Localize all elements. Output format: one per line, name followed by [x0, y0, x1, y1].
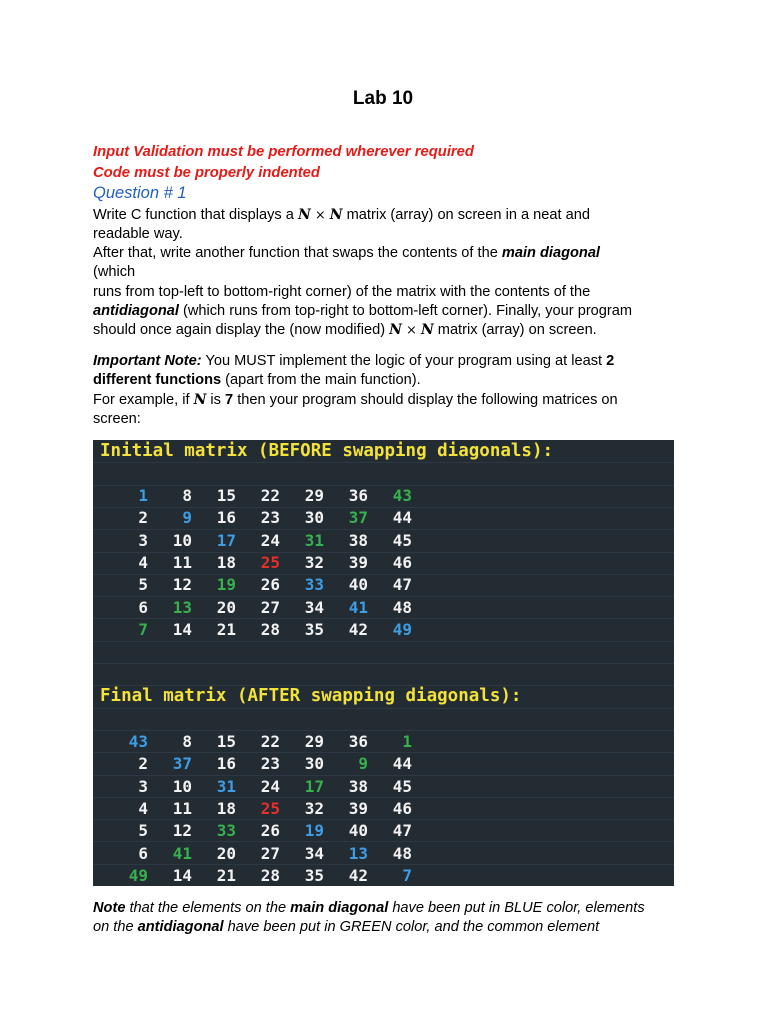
important-note-label: Important Note: [93, 353, 202, 369]
console-row-line [93, 775, 674, 797]
matrix-cell: 48 [392, 597, 412, 617]
matrix-cell: 28 [260, 619, 280, 639]
matrix-cell: 43 [392, 486, 412, 505]
matrix-cell: 31 [216, 776, 236, 796]
matrix-cell: 28 [260, 865, 280, 885]
matrix-cell: 49 [392, 619, 412, 639]
matrix-cell: 5 [138, 575, 148, 595]
matrix-cell: 22 [260, 486, 280, 505]
console-row-line [93, 507, 674, 529]
matrix-cell: 13 [348, 843, 368, 863]
matrix-cell: 46 [392, 552, 412, 572]
math-n: N [420, 322, 434, 338]
console-row-line [93, 641, 674, 663]
matrix-cell: 12 [172, 575, 192, 595]
matrix-cell: 2 [138, 754, 148, 774]
matrix-cell: 32 [304, 798, 324, 818]
matrix-cell: 11 [172, 552, 192, 572]
matrix-cell: 23 [260, 754, 280, 774]
console-row-line [93, 596, 674, 618]
matrix-cell: 13 [172, 597, 192, 617]
paragraph-line: different functions (apart from the main function). [93, 372, 421, 388]
console-output-screenshot [93, 440, 674, 886]
matrix-cell: 38 [348, 776, 368, 796]
matrix-cell: 18 [216, 552, 236, 572]
console-row-line [93, 752, 674, 774]
console-row-line [93, 685, 674, 707]
matrix-cell: 2 [138, 508, 148, 528]
paragraph-line: screen: [93, 411, 141, 427]
matrix-cell: 12 [172, 821, 192, 841]
matrix-cell: 24 [260, 530, 280, 550]
matrix-cell: 11 [172, 798, 192, 818]
matrix-cell: 32 [304, 552, 324, 572]
matrix-cell: 43 [128, 732, 148, 751]
matrix-cell: 31 [304, 530, 324, 550]
matrix-cell: 36 [348, 486, 368, 505]
console-row-line [93, 485, 674, 507]
matrix-cell: 37 [172, 754, 192, 774]
matrix-cell: 20 [216, 843, 236, 863]
paragraph-line: readable way. [93, 226, 183, 242]
final-matrix-heading: Final matrix (AFTER swapping diagonals): [100, 686, 522, 706]
paragraph-line: For example, if N is 7 then your program should display the following matrices on [93, 392, 618, 408]
matrix-cell: 37 [348, 508, 368, 528]
matrix-cell: 5 [138, 821, 148, 841]
matrix-cell: 10 [172, 776, 192, 796]
matrix-cell: 35 [304, 619, 324, 639]
matrix-cell: 10 [172, 530, 192, 550]
matrix-cell: 3 [138, 530, 148, 550]
math-n: N [329, 207, 343, 223]
matrix-cell: 29 [304, 486, 324, 505]
paragraph-line: runs from top-left to bottom-right corner) of the matrix with the contents of the [93, 284, 591, 300]
matrix-cell: 6 [138, 597, 148, 617]
matrix-cell: 25 [260, 552, 280, 572]
matrix-cell: 47 [392, 821, 412, 841]
matrix-cell: 30 [304, 754, 324, 774]
console-row-line [93, 864, 674, 886]
matrix-cell: 17 [216, 530, 236, 550]
matrix-cell: 3 [138, 776, 148, 796]
initial-matrix-heading: Initial matrix (BEFORE swapping diagonals): [100, 441, 554, 461]
paragraph-line: should once again display the (now modified) N × N matrix (array) on screen. [93, 322, 597, 338]
paragraph-line: After that, write another function that swaps the contents of the main diagonal [93, 245, 600, 261]
matrix-cell: 9 [358, 754, 368, 774]
matrix-cell: 1 [402, 732, 412, 751]
console-row-line [93, 841, 674, 863]
note-label: Note [93, 900, 126, 916]
matrix-cell: 30 [304, 508, 324, 528]
math-n: N [297, 207, 311, 223]
matrix-cell: 23 [260, 508, 280, 528]
matrix-cell: 41 [172, 843, 192, 863]
matrix-cell: 21 [216, 865, 236, 885]
matrix-cell: 21 [216, 619, 236, 639]
matrix-cell: 34 [304, 843, 324, 863]
console-row-line [93, 730, 674, 752]
matrix-cell: 39 [348, 798, 368, 818]
matrix-cell: 24 [260, 776, 280, 796]
note-line: Note that the elements on the main diagonal have been put in BLUE color, elements [93, 900, 645, 916]
matrix-cell: 17 [304, 776, 324, 796]
math-n: N [193, 392, 207, 408]
matrix-cell: 7 [138, 619, 148, 639]
console-row-line [93, 529, 674, 551]
matrix-cell: 39 [348, 552, 368, 572]
console-row-line [93, 574, 674, 596]
console-row-line [93, 708, 674, 730]
console-row-line [93, 663, 674, 685]
console-row-line [93, 462, 674, 484]
requirement-input-validation: Input Validation must be performed wherever required [93, 144, 474, 160]
matrix-cell: 19 [216, 575, 236, 595]
math-n: N [389, 322, 402, 338]
matrix-cell: 44 [392, 754, 412, 774]
matrix-cell: 29 [304, 732, 324, 751]
matrix-cell: 7 [402, 865, 412, 885]
matrix-cell: 41 [348, 597, 368, 617]
page-title: Lab 10 [352, 88, 414, 109]
matrix-cell: 26 [260, 821, 280, 841]
console-row-line [93, 819, 674, 841]
main-diagonal-term: main diagonal [501, 245, 600, 261]
matrix-cell: 4 [138, 552, 148, 572]
matrix-cell: 9 [182, 508, 192, 528]
matrix-cell: 27 [260, 597, 280, 617]
paragraph-line: antidiagonal (which runs from top-right to bottom-left corner). Finally, your program [93, 303, 633, 319]
matrix-cell: 18 [216, 798, 236, 818]
console-row-line [93, 618, 674, 640]
matrix-cell: 20 [216, 597, 236, 617]
matrix-cell: 49 [128, 865, 148, 885]
matrix-cell: 33 [216, 821, 236, 841]
matrix-cell: 45 [392, 530, 412, 550]
matrix-cell: 33 [304, 575, 324, 595]
matrix-cell: 16 [216, 754, 236, 774]
paragraph-line: Write C function that displays a N × N matrix (array) on screen in a neat and [93, 207, 590, 223]
matrix-cell: 15 [216, 732, 236, 751]
matrix-cell: 19 [304, 821, 324, 841]
matrix-cell: 44 [392, 508, 412, 528]
note-line: on the antidiagonal have been put in GREEN color, and the common element [93, 919, 600, 935]
question-heading: Question # 1 [93, 184, 187, 202]
paragraph-line: (which [93, 264, 136, 280]
console-row-line [93, 797, 674, 819]
matrix-cell: 40 [348, 821, 368, 841]
matrix-cell: 27 [260, 843, 280, 863]
matrix-cell: 48 [392, 843, 412, 863]
paragraph-line: Important Note: You MUST implement the logic of your program using at least 2 [93, 353, 615, 369]
matrix-cell: 34 [304, 597, 324, 617]
console-row-line [93, 552, 674, 574]
matrix-cell: 14 [172, 619, 192, 639]
matrix-cell: 14 [172, 865, 192, 885]
matrix-cell: 38 [348, 530, 368, 550]
matrix-cell: 8 [182, 486, 192, 505]
matrix-cell: 22 [260, 732, 280, 751]
matrix-cell: 4 [138, 798, 148, 818]
matrix-cell: 45 [392, 776, 412, 796]
matrix-cell: 42 [348, 865, 368, 885]
matrix-cell: 16 [216, 508, 236, 528]
matrix-cell: 35 [304, 865, 324, 885]
requirement-indentation: Code must be properly indented [93, 165, 320, 181]
matrix-cell: 47 [392, 575, 412, 595]
matrix-cell: 8 [182, 732, 192, 751]
matrix-cell: 46 [392, 798, 412, 818]
antidiagonal-term: antidiagonal [93, 303, 179, 319]
matrix-cell: 36 [348, 732, 368, 751]
matrix-cell: 6 [138, 843, 148, 863]
matrix-cell: 25 [260, 798, 280, 818]
matrix-cell: 42 [348, 619, 368, 639]
matrix-cell: 15 [216, 486, 236, 505]
matrix-cell: 1 [138, 486, 148, 505]
matrix-cell: 40 [348, 575, 368, 595]
matrix-cell: 26 [260, 575, 280, 595]
